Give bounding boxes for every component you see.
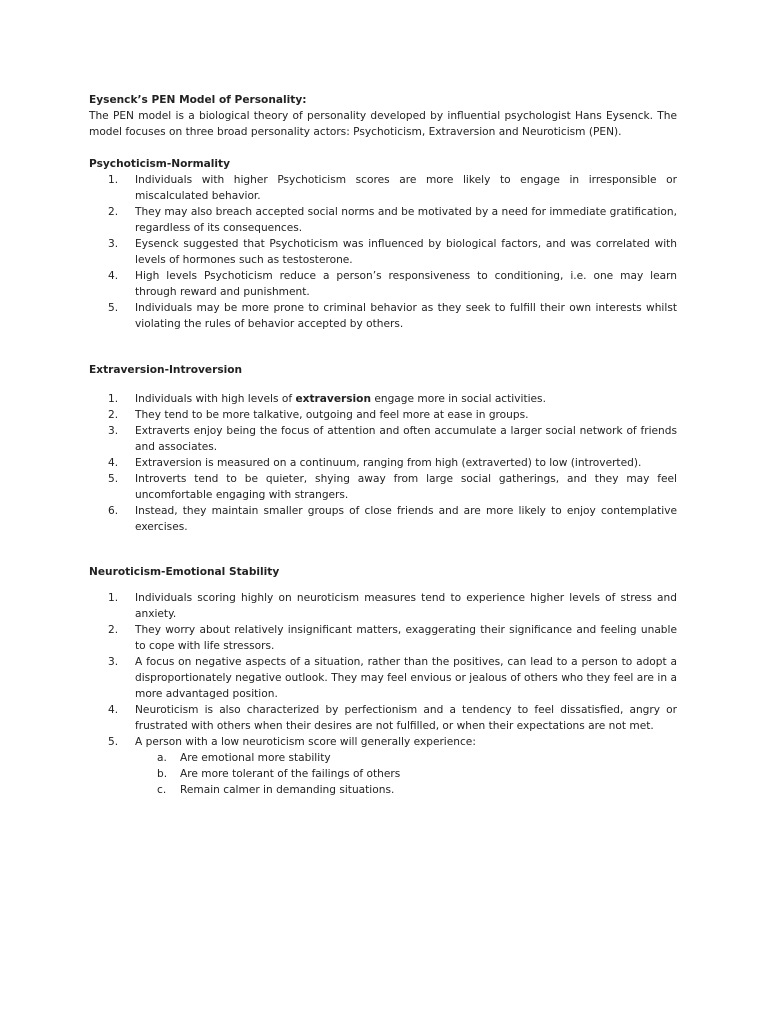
list-number: 1. bbox=[108, 592, 119, 604]
list-item bbox=[89, 702, 677, 734]
section-heading-psychoticism: Psychoticism-Normality bbox=[89, 158, 231, 170]
list-item-text: Introverts tend to be quieter, shying away from large social gatherings, and they may feel uncomfortable engaging with strangers. bbox=[135, 473, 677, 501]
list-number: 2. bbox=[108, 206, 119, 218]
list-item-text: Individuals with higher Psychoticism scores are more likely to engage in irresponsible or miscalculated behavior. bbox=[135, 174, 677, 202]
document-title: Eysenck’s PEN Model of Personality: bbox=[89, 94, 307, 106]
document-body bbox=[89, 92, 677, 798]
sub-list-item bbox=[89, 782, 677, 798]
list-item bbox=[89, 654, 677, 702]
list-item-text: Individuals scoring highly on neuroticism measures tend to experience higher levels of stress and anxiety. bbox=[135, 592, 677, 620]
sub-list-item-text: Are more tolerant of the failings of others bbox=[180, 768, 401, 780]
list-item bbox=[89, 300, 677, 332]
list-item-text: Neuroticism is also characterized by perfectionism and a tendency to feel dissatisfied, angry or frustrated with others when their desires are not fulfilled, or when their expectations are not met. bbox=[135, 704, 677, 732]
sub-list-item-text: Are emotional more stability bbox=[180, 752, 331, 764]
list-item bbox=[89, 391, 677, 407]
list-item bbox=[89, 471, 677, 503]
list-number: 4. bbox=[108, 704, 119, 716]
list-item-text: Extraverts enjoy being the focus of attention and often accumulate a larger social network of friends and associates. bbox=[135, 425, 677, 453]
list-item-text-post: engage more in social activities. bbox=[370, 393, 546, 405]
list-item bbox=[89, 503, 677, 535]
list-number: 6. bbox=[108, 505, 119, 517]
list-number: 5. bbox=[108, 473, 119, 485]
list-item bbox=[89, 622, 677, 654]
list-item bbox=[89, 204, 677, 236]
list-item-text: Eysenck suggested that Psychoticism was influenced by biological factors, and was correlated with levels of hormones such as testosterone. bbox=[135, 238, 677, 266]
sub-list-letter: c. bbox=[157, 784, 167, 796]
list-number: 5. bbox=[108, 736, 119, 748]
list-item-text: They worry about relatively insignificant matters, exaggerating their significance and feeling unable to cope with life stressors. bbox=[135, 624, 677, 652]
list-item bbox=[89, 734, 677, 750]
list-number: 4. bbox=[108, 270, 119, 282]
neuroticism-list bbox=[89, 590, 677, 750]
list-item-text: High levels Psychoticism reduce a person’s responsiveness to conditioning, i.e. one may learn through reward and punishment. bbox=[135, 270, 677, 298]
list-item-text: Individuals may be more prone to criminal behavior as they seek to fulfill their own interests whilst violating the rules of behavior accepted by others. bbox=[135, 302, 677, 330]
sub-list-item bbox=[89, 766, 677, 782]
list-number: 5. bbox=[108, 302, 119, 314]
section-heading-extraversion: Extraversion-Introversion bbox=[89, 364, 243, 376]
extraversion-list bbox=[89, 391, 677, 535]
sub-list-letter: a. bbox=[157, 752, 167, 764]
list-number: 2. bbox=[108, 409, 119, 421]
list-item bbox=[89, 172, 677, 204]
list-item-text: Extraversion is measured on a continuum, ranging from high (extraverted) to low (introverted). bbox=[135, 457, 642, 469]
list-item-text: They tend to be more talkative, outgoing and feel more at ease in groups. bbox=[135, 409, 529, 421]
list-item-text: Instead, they maintain smaller groups of close friends and are more likely to enjoy contemplative exercises. bbox=[135, 505, 677, 533]
list-number: 4. bbox=[108, 457, 119, 469]
list-number: 1. bbox=[108, 393, 119, 405]
list-number: 3. bbox=[108, 656, 119, 668]
list-number: 3. bbox=[108, 425, 119, 437]
sub-list-item bbox=[89, 750, 677, 766]
sub-list-letter: b. bbox=[157, 768, 168, 780]
list-number: 3. bbox=[108, 238, 119, 250]
list-item bbox=[89, 423, 677, 455]
neuroticism-sublist bbox=[89, 750, 677, 798]
list-item-text: A person with a low neuroticism score will generally experience: bbox=[135, 736, 476, 748]
bold-term-extraversion: extraversion bbox=[295, 393, 371, 405]
psychoticism-list bbox=[89, 172, 677, 332]
intro-paragraph: The PEN model is a biological theory of personality developed by influential psychologist Hans Eysenck. The model focuses on three broad personality actors: Psychoticism, Extraversion and Neuroticism (PEN). bbox=[89, 110, 677, 138]
list-item-text: A focus on negative aspects of a situation, rather than the positives, can lead to a person to adopt a disproportionately negative outlook. They may feel envious or jealous of others who they feel are in a more advantaged position. bbox=[135, 656, 677, 700]
list-item bbox=[89, 268, 677, 300]
list-item bbox=[89, 236, 677, 268]
list-item-text: They may also breach accepted social norms and be motivated by a need for immediate gratification, regardless of its consequences. bbox=[135, 206, 677, 234]
list-item-text-pre: Individuals with high levels of bbox=[135, 393, 296, 405]
list-item bbox=[89, 407, 677, 423]
list-number: 2. bbox=[108, 624, 119, 636]
section-heading-neuroticism: Neuroticism-Emotional Stability bbox=[89, 566, 280, 578]
list-number: 1. bbox=[108, 174, 119, 186]
list-item bbox=[89, 455, 677, 471]
sub-list-item-text: Remain calmer in demanding situations. bbox=[180, 784, 395, 796]
list-item bbox=[89, 590, 677, 622]
